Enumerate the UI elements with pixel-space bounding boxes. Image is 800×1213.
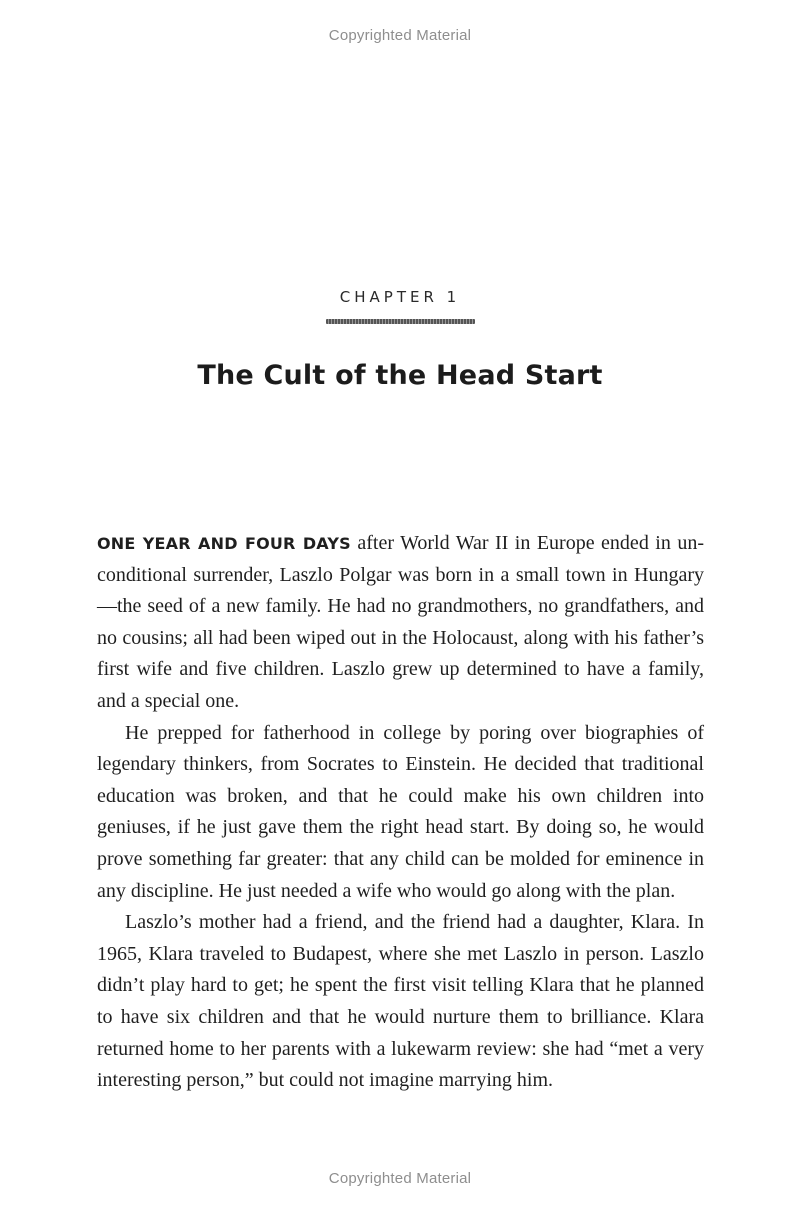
- chapter-divider: [326, 319, 475, 324]
- paragraph-3: Laszlo’s mother had a friend, and the friend had a daughter, Klara. In 1965, Klara traveled to Budapest, where she met Laszlo in person. Laszlo didn’t play hard to get; he spent the first visit telling Klara that he planned to have six children and that he would nurture them to brilliance. Klara returned home to her parents with a lukewarm review: she had “met a very interesting person,” but could not imagine marrying him.: [97, 911, 704, 1092]
- copyright-watermark-top: Copyrighted Material: [328, 27, 472, 44]
- chapter-title: The Cult of the Head Start: [197, 360, 603, 391]
- paragraph-2: He prepped for fatherhood in college by poring over biographies of legendary thinkers, from Socrates to Einstein. He decided that traditional education was broken, and that he could make his own children into geniuses, if he just gave them the right head start. By doing so, he would prove something far greater: that any child can be molded for eminence in any discipline. He just needed a wife who would go along with the plan.: [97, 721, 704, 902]
- chapter-body: [97, 528, 704, 1097]
- chapter-label: CHAPTER 1: [339, 288, 461, 306]
- paragraph-1-text: after World War II in Europe ended in unconditional surrender, Laszlo Polgar was born in a small town in Hungary—the seed of a new family. He had no grandmothers, no grandfathers, and no cousins; all had been wiped out in the Holocaust, along with his father’s first wife and five children. Laszlo grew up determined to have a family, and a special one.: [97, 532, 704, 712]
- opening-small-caps: ONE YEAR AND FOUR DAYS: [97, 534, 351, 553]
- paragraph-1: [97, 528, 704, 718]
- copyright-watermark-bottom: Copyrighted Material: [328, 1170, 472, 1187]
